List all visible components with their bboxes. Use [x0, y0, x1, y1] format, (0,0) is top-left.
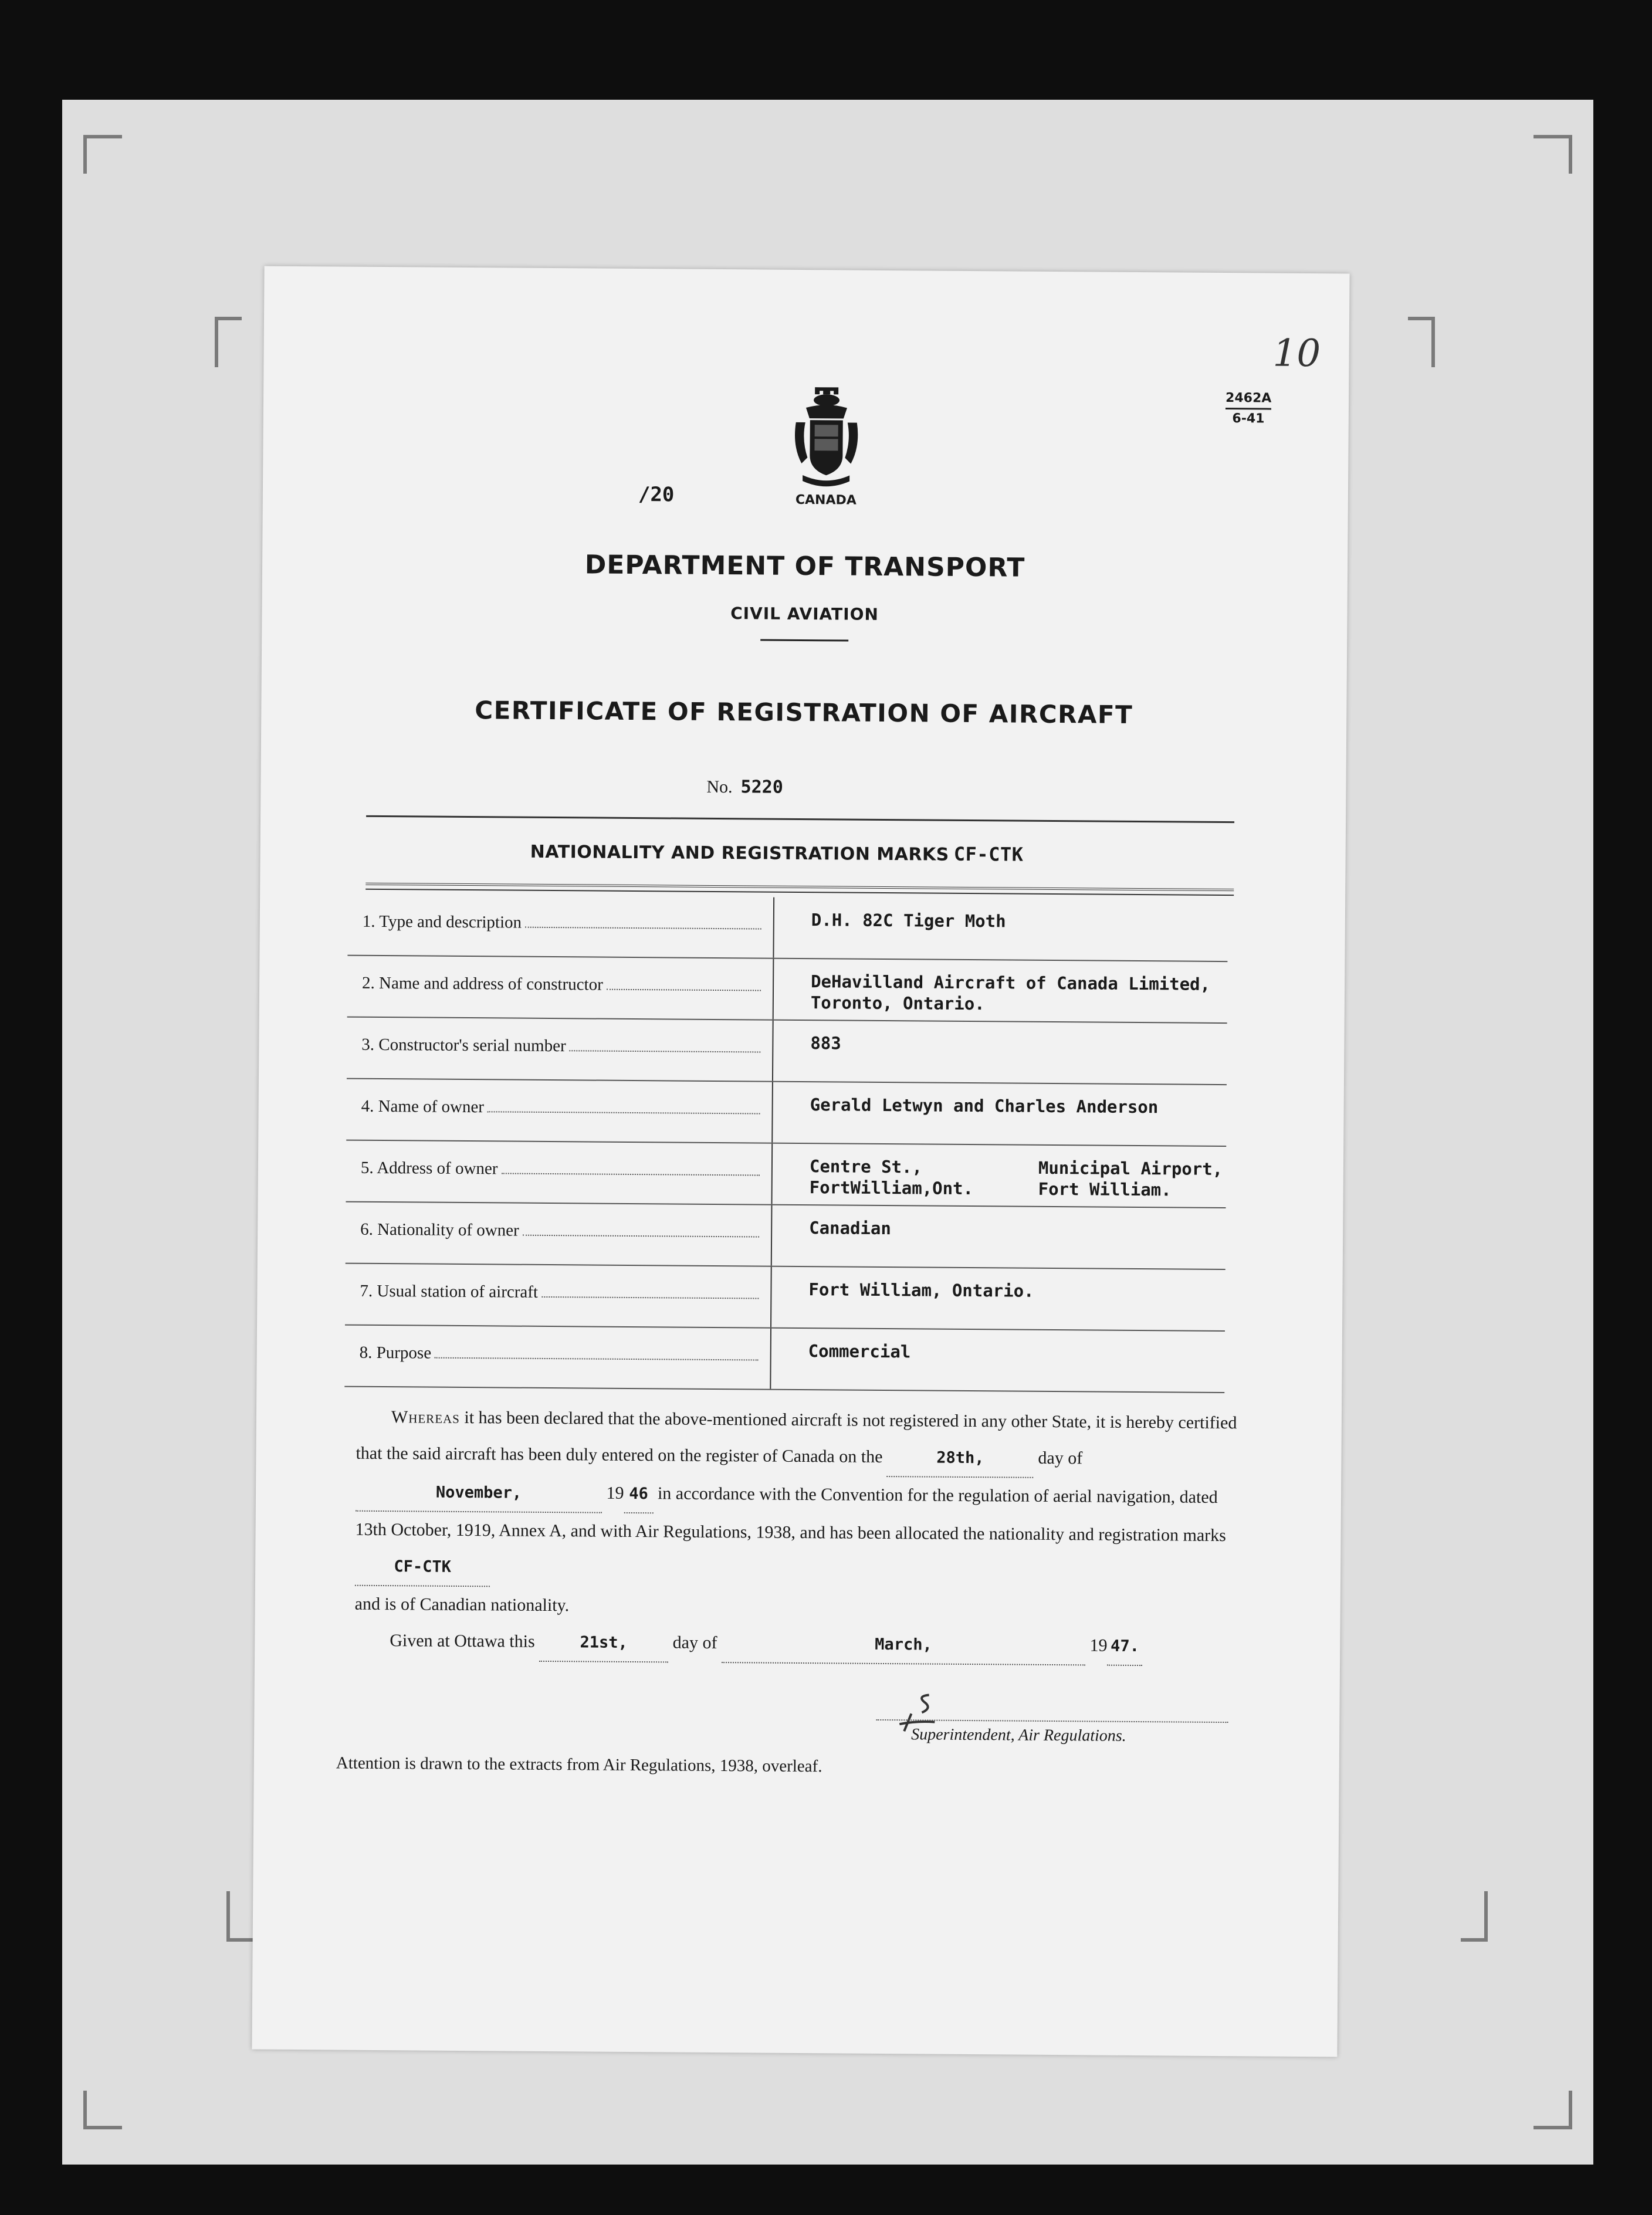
- file-stamp: /20: [638, 483, 675, 507]
- given-month: March,: [722, 1625, 1085, 1665]
- double-rule-line: [365, 883, 1234, 896]
- registration-year: 46: [624, 1476, 653, 1513]
- crop-mark: [1533, 2091, 1572, 2129]
- crop-mark: [215, 317, 242, 367]
- registration-day: 28th,: [887, 1440, 1034, 1478]
- field-value: DeHavilland Aircraft of Canada Limited, Toronto, Ontario.: [810, 971, 1211, 1014]
- table-row: [346, 1141, 1226, 1208]
- crop-mark: [226, 1891, 253, 1942]
- crop-mark: [1461, 1891, 1488, 1942]
- department-heading: DEPARTMENT OF TRANSPORT: [584, 550, 1025, 583]
- lead-word: Whereas: [391, 1407, 461, 1427]
- registration-marks: CF-CTK: [355, 1549, 490, 1587]
- field-label: 3. Constructor's serial number: [361, 1035, 566, 1056]
- field-value: Gerald Letwyn and Charles Anderson: [810, 1095, 1159, 1117]
- table-row: [345, 1264, 1226, 1332]
- field-value: Fort William, Ontario.: [808, 1279, 1034, 1301]
- field-value: Centre St., FortWilliam,Ont.: [809, 1156, 974, 1199]
- given-year: 47.: [1107, 1628, 1142, 1666]
- field-value: 883: [810, 1033, 841, 1054]
- table-row: [346, 1203, 1226, 1270]
- heading-divider: [760, 639, 848, 641]
- handwritten-page-number: 10: [1272, 331, 1321, 376]
- crop-mark: [1533, 135, 1572, 174]
- form-number-top: 2462A: [1226, 391, 1272, 406]
- field-label: 2. Name and address of constructor: [361, 973, 603, 994]
- registration-table: [344, 895, 1228, 1393]
- rule-line: [366, 815, 1234, 823]
- crop-mark: [83, 135, 122, 174]
- certificate-number-label: No.: [706, 777, 733, 797]
- canada-label: CANADA: [795, 492, 857, 508]
- field-label: 8. Purpose: [359, 1343, 432, 1363]
- field-label: 7. Usual station of aircraft: [360, 1281, 539, 1302]
- form-number-rule: [1226, 408, 1271, 410]
- table-row: [346, 1079, 1227, 1147]
- field-label: 1. Type and description: [362, 912, 522, 932]
- nationality-marks-value: CF-CTK: [953, 842, 1024, 866]
- attention-note: Attention is drawn to the extracts from Air Regulations, 1938, overleaf.: [336, 1753, 822, 1776]
- field-value: Commercial: [808, 1341, 911, 1362]
- table-row: [347, 1018, 1227, 1085]
- table-row: [347, 956, 1228, 1024]
- field-value: D.H. 82C Tiger Moth: [811, 910, 1006, 932]
- certificate-title: CERTIFICATE OF REGISTRATION OF AIRCRAFT: [475, 696, 1133, 729]
- field-label: 6. Nationality of owner: [360, 1220, 519, 1240]
- nationality-marks-label: NATIONALITY AND REGISTRATION MARKS: [530, 841, 949, 865]
- coat-of-arms-icon: [791, 381, 862, 493]
- field-value-secondary: Municipal Airport, Fort William.: [1038, 1157, 1223, 1200]
- certificate-number-value: 5220: [740, 777, 783, 798]
- field-label: 4. Name of owner: [361, 1096, 485, 1117]
- certificate-number: [706, 777, 783, 798]
- nationality-marks: [530, 840, 1024, 866]
- table-row: [344, 1326, 1225, 1393]
- form-number: [1226, 390, 1272, 428]
- registration-month: November,: [356, 1474, 602, 1513]
- certification-paragraph: Whereas it has been declared that the above-mentioned aircraft is not registered in any other State, it is hereby certified that the said aircraft has been duly entered on the register of Canada on the 28th, day of November, 19 46 in accordance with the Convention for the regulation of aerial navigation, dated 13th October, 1919, Annex A, and with Air Regulations, 1938, and has been allocated the nationality and registration marks CF-CTK and is of Canadian nationality. Given at Ottawa this 21st, day of March, 19 47.: [354, 1399, 1242, 1667]
- field-label: 5. Address of owner: [360, 1158, 498, 1178]
- form-number-bottom: 6-41: [1232, 411, 1265, 426]
- table-row: [347, 895, 1228, 962]
- field-value: Canadian: [809, 1218, 892, 1239]
- crop-mark: [83, 2091, 122, 2129]
- signature-title: Superintendent, Air Regulations.: [911, 1725, 1126, 1745]
- certificate-sheet: [252, 266, 1349, 2057]
- crop-mark: [1408, 317, 1435, 367]
- division-heading: CIVIL AVIATION: [730, 604, 879, 624]
- given-day: 21st,: [539, 1624, 668, 1663]
